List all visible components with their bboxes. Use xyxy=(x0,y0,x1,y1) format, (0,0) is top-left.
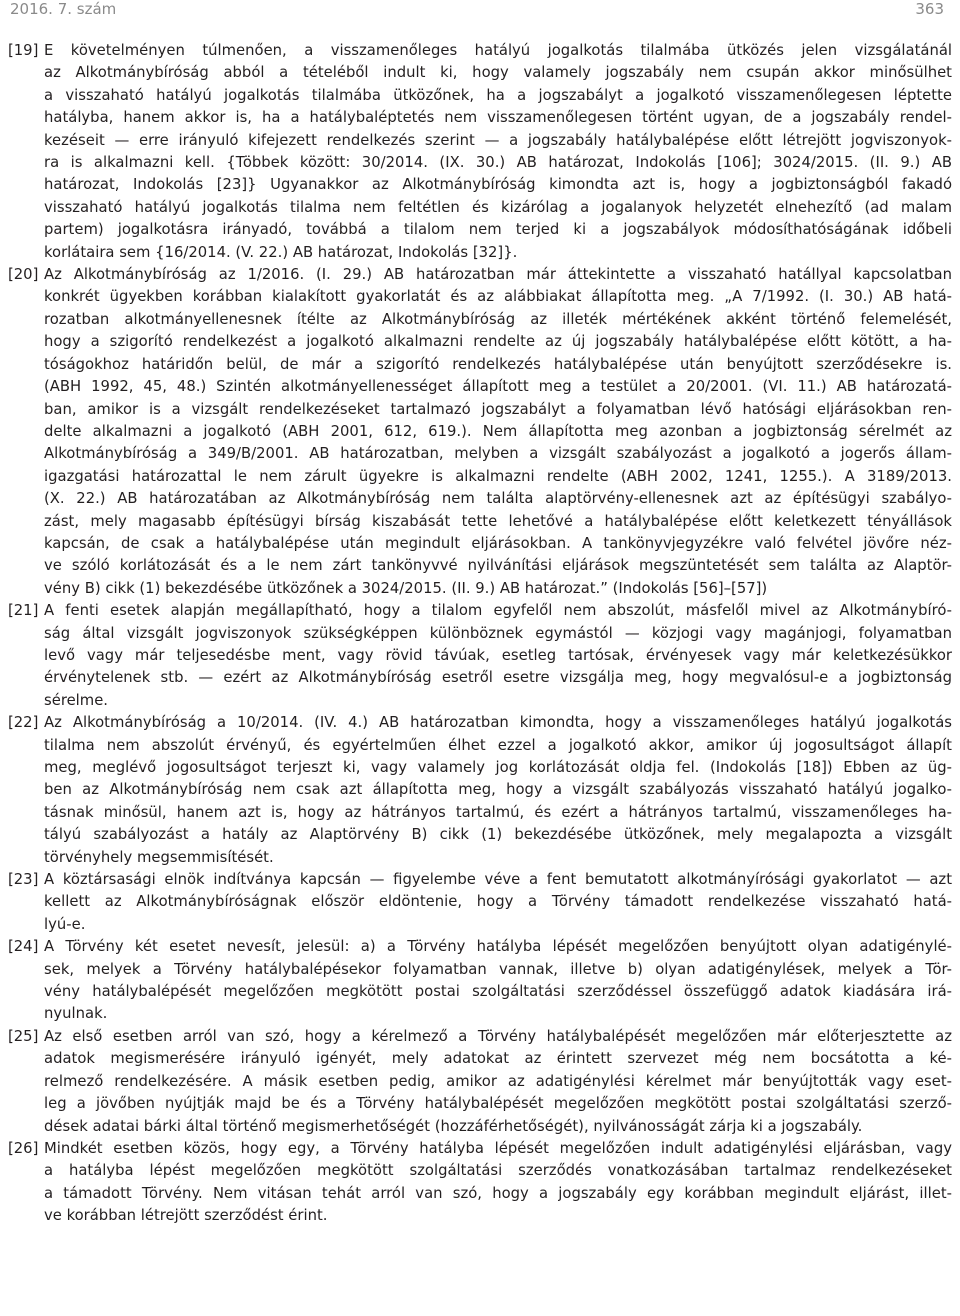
paragraph-number: [23] xyxy=(8,871,39,889)
text-line: E követelményen túlmenően, a visszamenőleges hatályú jogalkotás tilalmába ütközés jelen vizsgálatánál xyxy=(44,42,952,59)
text-line: Mindkét esetben közös, hogy egy, a Törvény hatályba lépését megelőzően indult adatigénylési eljárásban, vagy xyxy=(44,1139,952,1157)
text-line: A fenti esetek alapján megállapítható, hogy a tilalom egyfelől nem abszolút, másfelől mivel az Alkotmánybíró- xyxy=(44,602,952,620)
text-line: visszaható hatályú jogalkotás tilalma nem feltétlen és kizárólag a jogalanyok helyzetét elnehezítő (ad malam xyxy=(44,198,952,216)
paragraph xyxy=(8,264,952,600)
paragraph-number: [24] xyxy=(8,938,39,956)
text-line: az Alkotmánybíróság abból a tételéből indult ki, hogy valamely jogszabály nem csupán akkor minősülhet xyxy=(44,64,952,82)
text-line: ság által vizsgált jogviszonyok szükségképpen különböznek egymástól — közjogi vagy magánjogi, folyamatban xyxy=(44,624,952,642)
text-line: ra is alkalmazni kell. {Többek között: 30/2014. (IX. 30.) AB határozat, Indokolás [106]; 3024/2015. (II. 9.) AB xyxy=(44,154,952,172)
text-line: sek, melyek a Törvény hatálybalépésekor folyamatban vannak, illetve b) olyan adatigénylések, melyek a Tör- xyxy=(44,960,952,978)
text-line: (X. 22.) AB határozatában az Alkotmánybíróság nem találta alaptörvény-ellenesnek azt az építésügyi szabályo- xyxy=(44,490,952,508)
text-line: A köztársasági elnök indítványa kapcsán — figyelembe véve a fent bemutatott alkotmányírósági gyakorlatot — azt xyxy=(44,871,952,889)
text-line: kellett az Alkotmánybíróságnak először eldöntenie, hogy a Törvény támadott rendelkezése visszaható hatá- xyxy=(44,893,952,911)
text-line: konkrét ügyekben korábban kialakított gyakorlatát és az alábbiakat állapította meg. „A 7/1992. (I. 30.) AB hatá- xyxy=(44,288,952,306)
text-line: a visszaható hatályú jogalkotás tilalmába ütközőnek, ha a jogszabályt a jogalkotó visszamenőlegesen léptette xyxy=(44,86,952,104)
text-line: meg, meglévő jogosultságot terjeszt ki, vagy valamely jog korlátozását oldja fel. (Indokolás [18]) Ebben az üg- xyxy=(44,759,952,776)
text-line: ve szóló korlátozását és a le nem zárt tankönyvvé nyilvánítási eljárások megszüntetését sem találta az Alaptör- xyxy=(44,557,952,575)
text-line: tályú szabályozást a hatály az Alaptörvény B) cikk (1) bekezdésébe ütközőnek, mely megalapozta a vizsgált xyxy=(44,826,952,844)
paragraph xyxy=(8,40,952,264)
paragraph-number: [26] xyxy=(8,1139,39,1157)
text-line: korlátaira sem {16/2014. (V. 22.) AB határozat, Indokolás [32]}. xyxy=(44,243,518,261)
text-line: lyú-e. xyxy=(44,915,86,933)
paragraph-number: [25] xyxy=(8,1027,39,1045)
paragraph xyxy=(8,1026,952,1138)
text-line: vény B) cikk (1) bekezdésébe ütközőnek a 3024/2015. (II. 9.) AB határozat.” (Indokolás [56]–[57]) xyxy=(44,579,768,597)
text-line: nyulnak. xyxy=(44,1005,108,1023)
text-line: sérelme. xyxy=(44,691,109,709)
text-line: partem) jogalkotásra irányadó, továbbá a tilalom nem terjed ki a jogszabályok módosíthatóságának időbeli xyxy=(44,221,952,239)
text-line: delte alkalmazni a jogalkotó (ABH 2001, 612, 619.). Nem állapította meg azonban a jogbiztonság sérelmét az xyxy=(44,422,952,440)
text-line: ben az Alkotmánybíróság nem csak azt állapította meg, hogy a vizsgált szabályozás visszaható hatályú jogalko- xyxy=(44,781,952,799)
text-line: ve korábban létrejött szerződést érint. xyxy=(44,1207,328,1225)
text-line: Az Alkotmánybíróság az 1/2016. (I. 29.) AB határozatban már áttekintette a visszaható hatállyal kapcsolatban xyxy=(44,266,952,284)
text-line: tóságokhoz határidőn belül, de már a szigorító rendelkezés hatálybalépése után benyújtott szerződésekre is. xyxy=(44,355,952,373)
text-line: rozatban alkotmányellenesnek ítélte az Alkotmánybíróság az illeték mértékének akként történő felemelését, xyxy=(44,310,952,328)
text-line: tilalma nem abszolút érvényű, és egyértelműen élhet ezzel a jogalkotó akkor, amikor új jogosultságot állapít xyxy=(44,736,952,754)
text-line: kapcsán, de csak a hatálybalépése után megindult eljárásokban. A tankönyvjegyzékre való felvétel jövőre néz- xyxy=(44,534,952,552)
page-number: 363 xyxy=(915,0,944,18)
paragraph xyxy=(8,1138,952,1228)
page-header xyxy=(8,0,952,20)
text-line: relmező rendelkezésére. A másik esetben pedig, amikor az adatigénylési kérelmet már benyújtották vagy eset- xyxy=(44,1072,952,1090)
text-line: Az Alkotmánybíróság a 10/2014. (IV. 4.) AB határozatban kimondta, hogy a visszamenőleges hatályú jogalkotás xyxy=(44,714,952,732)
text-line: tásnak minősül, hanem azt is, hogy az hátrányos tartalmú, és ezért a hátrányos tartalmú, visszamenőleges ha- xyxy=(44,803,952,821)
document-body xyxy=(8,40,952,1228)
text-line: kezéseit — erre irányuló kifejezett rendelkezés szerint — a jogszabály hatálybalépése előtt létrejött jogviszonyok- xyxy=(44,131,952,149)
paragraph-number: [21] xyxy=(8,602,39,620)
text-line: vény hatálybalépését megelőzően megkötött postai szolgáltatási szerződéssel összefüggő adatok kiadására irá- xyxy=(44,983,952,1001)
text-line: dések adatai bárki által történő megismerhetőségét (hozzáférhetőségét), nyilvánosságát zárja ki a jogszabály. xyxy=(44,1117,863,1135)
text-line: levő vagy már teljesedésbe ment, vagy rövid távúak, esetleg tartósak, érvényesek vagy már keletkezésükkor xyxy=(44,646,952,664)
text-line: a hatályba lépést megelőzően megkötött szolgáltatási szerződés vonatkozásában tartalmaz rendelkezéseket xyxy=(44,1162,952,1180)
text-line: igazgatási határozattal le nem zárult ügyekre is alkalmazni rendelte (ABH 2002, 1241, 1255.). A 3189/2013. xyxy=(44,467,952,485)
paragraph xyxy=(8,869,952,936)
issue-label: 2016. 7. szám xyxy=(10,0,117,18)
paragraph xyxy=(8,600,952,712)
paragraph xyxy=(8,936,952,1026)
text-line: ban, amikor is a vizsgált rendelkezéseket tartalmazó jogszabályt a folyamatban lévő hatósági eljárásokban ren- xyxy=(44,400,952,418)
text-line: (ABH 1992, 45, 48.) Szintén alkotmányellenességet állapított meg a testület a 20/2001. (VI. 11.) AB határozatá- xyxy=(44,378,952,396)
paragraph-number: [22] xyxy=(8,714,39,732)
text-line: törvényhely megsemmisítését. xyxy=(44,848,274,866)
paragraph-number: [20] xyxy=(8,266,39,284)
text-line: Alkotmánybíróság a 349/B/2001. AB határozatban, melyben a vizsgált szabályozást a jogalkotó a jogerős állam- xyxy=(44,445,952,463)
text-line: leg a jövőben nyújtják majd be és a Törvény hatálybalépését megelőzően megkötött postai szolgáltatási szerző- xyxy=(44,1095,952,1113)
paragraph-number: [19] xyxy=(8,42,39,59)
text-line: érvénytelenek stb. — ezért az Alkotmánybíróság esetről esetre vizsgálja meg, hogy megvalósul-e a jogbiztonság xyxy=(44,669,952,687)
text-line: hatályba, hanem akkor is, ha a hatálybaléptetés nem visszamenőlegesen történt ugyan, de a jogszabály rendel- xyxy=(44,109,952,127)
text-line: a támadott Törvény. Nem vitásan tehát arról van szó, hogy a jogszabály egy korábban megindult eljárást, illet- xyxy=(44,1184,952,1202)
paragraph xyxy=(8,712,952,869)
text-line: A Törvény két esetet nevesít, jelesül: a) a Törvény hatályba lépését megelőzően benyújtott olyan adatigénylé- xyxy=(44,938,952,956)
text-line: adatok megismerésére irányuló igényét, mely adatokat az érintett szervezet még nem bocsátotta a ké- xyxy=(44,1050,952,1068)
text-line: Az első esetben arról van szó, hogy a kérelmező a Törvény hatálybalépését megelőzően már előterjesztette az xyxy=(44,1027,952,1045)
text-line: határozat, Indokolás [23]} Ugyanakkor az Alkotmánybíróság kimondta azt is, hogy a jogbiztonságból fakadó xyxy=(44,176,952,194)
text-line: zást, mely magasabb építésügyi bírság kiszabását tette lehetővé a hatálybalépése előtt keletkezett tényállások xyxy=(44,512,952,530)
text-line: hogy a szigorító rendelkezést a jogalkotó alkalmazni rendelte az új jogszabály hatálybalépése előtt kötött, a ha- xyxy=(44,333,952,351)
